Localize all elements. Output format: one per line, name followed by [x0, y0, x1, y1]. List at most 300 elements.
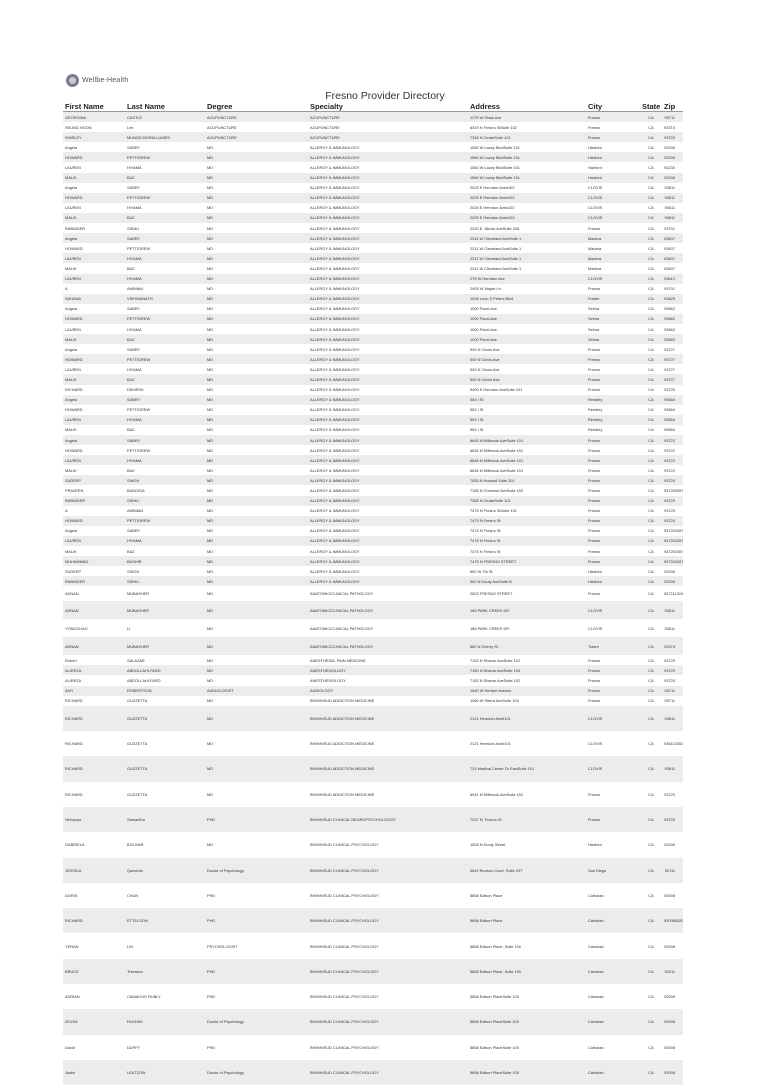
cell-zip: 93722 — [662, 465, 683, 475]
cell-degree: MD — [205, 263, 308, 273]
cell-zip: 93625 — [662, 294, 683, 304]
cell-last-name: ETTELSON — [125, 908, 205, 933]
cell-state: CA — [640, 374, 662, 384]
cell-specialty: ALLERGY & IMMUNOLOGY — [308, 344, 468, 354]
cell-degree: MD — [205, 344, 308, 354]
cell-zip: 93612 — [662, 274, 683, 284]
table-row — [63, 364, 683, 374]
cell-specialty: BH/MH/SUD CLINICAL NEUROPSYCHOLOGIST — [308, 807, 468, 832]
column-header-specialty: Specialty — [308, 101, 468, 112]
cell-city: Tulare — [586, 637, 640, 655]
cell-specialty: ALLERGY & IMMUNOLOGY — [308, 334, 468, 344]
cell-city: Hanford — [586, 152, 640, 162]
cell-last-name: ABDOLLAHI-FARD — [125, 665, 205, 675]
cell-city: Fresno — [586, 807, 640, 832]
cell-city: CLOVIS — [586, 213, 640, 223]
cell-state: CA — [640, 294, 662, 304]
cell-degree: MD — [205, 445, 308, 455]
cell-last-name: SABRY — [125, 142, 205, 152]
cell-address: 7475 N FRESNO STREET — [468, 556, 586, 566]
cell-state: CA — [640, 284, 662, 294]
cell-degree: MD — [205, 425, 308, 435]
table-row — [63, 908, 683, 933]
cell-last-name: MUBASHER — [125, 586, 205, 601]
cell-city: Fresno — [586, 465, 640, 475]
cell-zip: 937202457 — [662, 556, 683, 566]
cell-degree: PHD — [205, 984, 308, 1009]
cell-state: CA — [640, 223, 662, 233]
table-row — [63, 173, 683, 183]
cell-zip: 920085520 — [662, 908, 683, 933]
cell-specialty: ALLERGY & IMMUNOLOGY — [308, 496, 468, 506]
cell-last-name: BAZ — [125, 465, 205, 475]
cell-last-name: SABRY — [125, 435, 205, 445]
cell-address: 7152 N Sharon AveSuite 102 — [468, 675, 586, 685]
cell-state: CA — [640, 566, 662, 576]
cell-city: Fresno — [586, 496, 640, 506]
cell-last-name: HIYAMA — [125, 274, 205, 284]
cell-last-name: BAZ — [125, 173, 205, 183]
table-row — [63, 506, 683, 516]
cell-address: 2025 E Herndon Ave#102 — [468, 203, 586, 213]
cell-specialty: ANESTHESIA, PAIN MEDICINE — [308, 655, 468, 665]
cell-last-name: HIYAMA — [125, 324, 205, 334]
table-row — [63, 253, 683, 263]
cell-last-name: PETTIGREW — [125, 354, 205, 364]
cell-city: Reedley — [586, 425, 640, 435]
cell-zip: 93611 — [662, 213, 683, 223]
cell-state: CA — [640, 576, 662, 586]
cell-address: 5858 Edison Place, Suite 100 — [468, 933, 586, 958]
cell-last-name: HIYAMA — [125, 253, 205, 263]
table-row — [63, 655, 683, 665]
cell-address: 505 N Clovis Ave — [468, 374, 586, 384]
cell-address: 6645 N Millbrook AveSuite 101 — [468, 465, 586, 475]
cell-first-name: SHIRLEY — [63, 132, 125, 142]
cell-last-name: SABRY — [125, 526, 205, 536]
cell-zip: 936113302 — [662, 731, 683, 756]
cell-state: CA — [640, 142, 662, 152]
cell-state: CA — [640, 173, 662, 183]
cell-last-name: Quevedo — [125, 858, 205, 883]
cell-degree: MD — [205, 334, 308, 344]
cell-first-name: MALIK — [63, 213, 125, 223]
cell-address: 5858 Edison Place, Suite 100 — [468, 959, 586, 984]
cell-state: CA — [640, 696, 662, 706]
cell-specialty: ALLERGY & IMMUNOLOGY — [308, 263, 468, 273]
cell-specialty: ALLERGY & IMMUNOLOGY — [308, 465, 468, 475]
cell-address: 6645 N Millbrook AveSuite 101 — [468, 435, 586, 445]
table-row — [63, 132, 683, 142]
cell-zip: 93711 — [662, 112, 683, 123]
cell-degree: MD — [205, 405, 308, 415]
cell-first-name: David — [63, 1035, 125, 1060]
cell-zip: 92008 — [662, 984, 683, 1009]
cell-zip: 92008 — [662, 1060, 683, 1085]
cell-specialty: BH/MH/SUD CLINICAL PSYCHOLOGY — [308, 883, 468, 908]
cell-address: 1560 W Lacey BlvdSuite 101 — [468, 162, 586, 172]
cell-address: 6645 N Millbrook AveSuite 101 — [468, 455, 586, 465]
cell-city: Fresno — [586, 445, 640, 455]
cell-specialty: ANATOMIC/CLINICAL PATHOLOGY — [308, 619, 468, 637]
column-header-address: Address — [468, 101, 586, 112]
cell-city: Hanford — [586, 162, 640, 172]
cell-last-name: BAZ — [125, 546, 205, 556]
cell-zip: 93727 — [662, 374, 683, 384]
cell-zip: 93654 — [662, 395, 683, 405]
cell-degree: MD — [205, 294, 308, 304]
table-row — [63, 475, 683, 485]
cell-zip: 93637 — [662, 233, 683, 243]
cell-state: CA — [640, 908, 662, 933]
table-row — [63, 193, 683, 203]
cell-specialty: ALLERGY & IMMUNOLOGY — [308, 516, 468, 526]
cell-first-name: A — [63, 284, 125, 294]
cell-address: 4849 Ronson Court, Suite 207 — [468, 858, 586, 883]
cell-zip: 92011 — [662, 959, 683, 984]
cell-zip: 93720 — [662, 506, 683, 516]
cell-zip: 93611 — [662, 203, 683, 213]
cell-last-name: GUZZETTA — [125, 782, 205, 807]
cell-zip: 93637 — [662, 253, 683, 263]
cell-first-name: Angela — [63, 304, 125, 314]
cell-first-name: Vibhavya — [63, 807, 125, 832]
cell-last-name: SINGH — [125, 566, 205, 576]
cell-degree: MD — [205, 465, 308, 475]
cell-specialty: BH/MH/SUD CLINICAL PSYCHOLOGY — [308, 1009, 468, 1034]
cell-specialty: ALLERGY & IMMUNOLOGY — [308, 485, 468, 495]
table-row — [63, 832, 683, 857]
cell-degree: MD — [205, 655, 308, 665]
table-row — [63, 601, 683, 619]
cell-degree: MD — [205, 152, 308, 162]
cell-specialty: BH/MH/SUD ADDICTION MEDICINE — [308, 696, 468, 706]
cell-first-name: ALIREZA — [63, 665, 125, 675]
table-row — [63, 122, 683, 132]
cell-state: CA — [640, 546, 662, 556]
cell-address: 1560 W Lacey BlvdSuite 101 — [468, 142, 586, 152]
cell-specialty: BH/MH/SUD CLINICAL PSYCHOLOGY — [308, 908, 468, 933]
cell-first-name: HOWARD — [63, 516, 125, 526]
table-row — [63, 284, 683, 294]
cell-state: CA — [640, 586, 662, 601]
cell-zip: 93611 — [662, 706, 683, 731]
cell-address: 1005 Leon S Peters Blvd — [468, 294, 586, 304]
cell-first-name: RICHARD — [63, 908, 125, 933]
cell-city: Madera — [586, 233, 640, 243]
cell-address: 2311 W Cleveland AveSuite 1 — [468, 243, 586, 253]
cell-zip: 93611 — [662, 756, 683, 781]
cell-last-name: BAZ — [125, 334, 205, 344]
cell-degree: PHD — [205, 883, 308, 908]
cell-state: CA — [640, 556, 662, 566]
cell-last-name: SIDHU — [125, 223, 205, 233]
cell-city: Fresno — [586, 475, 640, 485]
cell-degree: PHD — [205, 1035, 308, 1060]
cell-zip: 93230 — [662, 566, 683, 576]
column-header-zip: Zip — [662, 101, 683, 112]
cell-zip: 93720 — [662, 385, 683, 395]
cell-address: 1000 Floral Ave — [468, 334, 586, 344]
cell-state: CA — [640, 395, 662, 405]
cell-first-name: LAUREN — [63, 455, 125, 465]
cell-city: Fresno — [586, 675, 640, 685]
cell-degree: MD — [205, 619, 308, 637]
cell-last-name: DUFFY — [125, 1035, 205, 1060]
cell-first-name: HOWARD — [63, 314, 125, 324]
cell-city: Selma — [586, 314, 640, 324]
cell-specialty: ALLERGY & IMMUNOLOGY — [308, 576, 468, 586]
cell-specialty: ALLERGY & IMMUNOLOGY — [308, 405, 468, 415]
column-header-city: City — [586, 101, 640, 112]
cell-address: 1000 Floral Ave — [468, 314, 586, 324]
cell-state: CA — [640, 485, 662, 495]
cell-specialty: BH/MH/SUD CLINICAL PSYCHOLOGY — [308, 933, 468, 958]
cell-city: Fresno — [586, 344, 640, 354]
cell-specialty: ANESTHESIOLOGY — [308, 675, 468, 685]
table-row — [63, 344, 683, 354]
cell-degree: MD — [205, 243, 308, 253]
cell-first-name: MUHAMMAD — [63, 556, 125, 566]
cell-specialty: ALLERGY & IMMUNOLOGY — [308, 142, 468, 152]
cell-zip: 93662 — [662, 324, 683, 334]
cell-address: 7475 N Fresno St — [468, 546, 586, 556]
cell-zip: 93720 — [662, 675, 683, 685]
cell-city: Reedley — [586, 395, 640, 405]
cell-last-name: PETTIGREW — [125, 152, 205, 162]
cell-last-name: BUDDIGA — [125, 485, 205, 495]
cell-specialty: BH/MH/SUD CLINICAL PSYCHOLOGY — [308, 1035, 468, 1060]
cell-first-name: YERAN — [63, 933, 125, 958]
cell-last-name: CHUN — [125, 883, 205, 908]
cell-city: Fresno — [586, 506, 640, 516]
cell-degree: MD — [205, 485, 308, 495]
cell-city: Carlsbad — [586, 908, 640, 933]
cell-degree: ACUPUNCTURE — [205, 112, 308, 123]
cell-state: CA — [640, 344, 662, 354]
table-row — [63, 496, 683, 506]
cell-first-name: MALIK — [63, 374, 125, 384]
cell-zip: 937202457 — [662, 526, 683, 536]
cell-degree: MD — [205, 173, 308, 183]
table-row — [63, 243, 683, 253]
cell-state: CA — [640, 1009, 662, 1034]
table-row — [63, 415, 683, 425]
cell-zip: 93637 — [662, 243, 683, 253]
cell-first-name: LAUREN — [63, 536, 125, 546]
cell-zip: 93722 — [662, 445, 683, 455]
cell-first-name: HOWARD — [63, 243, 125, 253]
cell-last-name: SINGH — [125, 475, 205, 485]
cell-zip: 93274 — [662, 637, 683, 655]
cell-state: CA — [640, 536, 662, 546]
cell-state: CA — [640, 516, 662, 526]
cell-specialty: ALLERGY & IMMUNOLOGY — [308, 364, 468, 374]
cell-first-name: AMY — [63, 686, 125, 696]
table-row — [63, 385, 683, 395]
table-row — [63, 213, 683, 223]
cell-first-name: SUDEEP — [63, 566, 125, 576]
cell-specialty: AUDIOLOGY — [308, 686, 468, 696]
cell-address: 2905 W Wayte Ln — [468, 284, 586, 294]
cell-zip: 93654 — [662, 425, 683, 435]
cell-degree: MD — [205, 233, 308, 243]
table-row — [63, 546, 683, 556]
cell-first-name: MALIK — [63, 465, 125, 475]
cell-specialty: BH/MH/SUD CLINICAL PSYCHOLOGY — [308, 1060, 468, 1085]
cell-state: CA — [640, 465, 662, 475]
cell-specialty: ALLERGY & IMMUNOLOGY — [308, 395, 468, 405]
cell-degree: Doctor of Psychology — [205, 1060, 308, 1085]
cell-last-name: ROBERTSON — [125, 686, 205, 696]
cell-last-name: BAZ — [125, 374, 205, 384]
cell-specialty: ALLERGY & IMMUNOLOGY — [308, 152, 468, 162]
cell-city: Hanford — [586, 576, 640, 586]
table-row — [63, 576, 683, 586]
cell-state: CA — [640, 883, 662, 908]
cell-first-name: HOWARD — [63, 193, 125, 203]
cell-state: CA — [640, 601, 662, 619]
cell-first-name: ALIREZA — [63, 675, 125, 685]
cell-first-name: LAUREN — [63, 162, 125, 172]
cell-address: 2311 W Cleveland AveSuite 1 — [468, 253, 586, 263]
cell-zip: 93230 — [662, 576, 683, 586]
cell-specialty: ALLERGY & IMMUNOLOGY — [308, 284, 468, 294]
cell-zip: 93662 — [662, 314, 683, 324]
cell-city: Fresno — [586, 665, 640, 675]
cell-last-name: MUBASHER — [125, 637, 205, 655]
cell-degree: MD — [205, 566, 308, 576]
cell-last-name: PETTIGREW — [125, 314, 205, 324]
cell-specialty: BH/MH/SUD CLINICAL PSYCHOLOGY — [308, 984, 468, 1009]
cell-address: 2311 W Cleveland AveSuite 1 — [468, 233, 586, 243]
cell-city: Fresno — [586, 364, 640, 374]
cell-degree: MD — [205, 274, 308, 284]
cell-address: 7257 N. Fresno St. — [468, 807, 586, 832]
cell-first-name: LAUREN — [63, 274, 125, 284]
cell-degree: MD — [205, 601, 308, 619]
table-row — [63, 536, 683, 546]
cell-specialty: ALLERGY & IMMUNOLOGY — [308, 324, 468, 334]
cell-address: 724 Medical Center Dr EastSuite 101 — [468, 756, 586, 781]
cell-address: 1560 W Lacey BlvdSuite 101 — [468, 173, 586, 183]
table-row — [63, 263, 683, 273]
cell-state: CA — [640, 506, 662, 516]
table-row — [63, 223, 683, 233]
cell-degree: MD — [205, 576, 308, 586]
cell-address: 563 I St — [468, 405, 586, 415]
cell-state: CA — [640, 675, 662, 685]
cell-last-name: MUBASHER — [125, 601, 205, 619]
cell-last-name: SABRY — [125, 344, 205, 354]
cell-degree: MD — [205, 586, 308, 601]
cell-address: 1060 W Sierra AveSuite 104 — [468, 696, 586, 706]
cell-city: Fresno — [586, 223, 640, 233]
cell-state: CA — [640, 706, 662, 731]
cell-zip: 93720 — [662, 475, 683, 485]
cell-specialty: ALLERGY & IMMUNOLOGY — [308, 455, 468, 465]
cell-state: CA — [640, 933, 662, 958]
cell-last-name: CASTLE — [125, 112, 205, 123]
cell-last-name: DEMERA — [125, 385, 205, 395]
company-logo — [66, 74, 128, 87]
column-header-degree: Degree — [205, 101, 308, 112]
cell-first-name: MALIK — [63, 546, 125, 556]
cell-specialty: ALLERGY & IMMUNOLOGY — [308, 304, 468, 314]
cell-last-name: VISHWANATH — [125, 294, 205, 304]
table-row — [63, 324, 683, 334]
table-row — [63, 637, 683, 655]
cell-last-name: PETTIGREW — [125, 405, 205, 415]
cell-last-name: SABRY — [125, 233, 205, 243]
cell-address: 2121 Herndon Ave#101 — [468, 706, 586, 731]
cell-state: CA — [640, 1035, 662, 1060]
cell-address: 275 W Herndon Ave — [468, 274, 586, 284]
table-row — [63, 858, 683, 883]
cell-degree: PHD — [205, 908, 308, 933]
cell-city: CLOVIS — [586, 731, 640, 756]
cell-address: 7150 N Sharon AveSuite 100 — [468, 665, 586, 675]
cell-address: 2823 FRESNO STREET — [468, 586, 586, 601]
table-row — [63, 445, 683, 455]
cell-state: CA — [640, 619, 662, 637]
table-row — [63, 455, 683, 465]
cell-degree: MD — [205, 223, 308, 233]
table-row — [63, 883, 683, 908]
cell-degree: MD — [205, 314, 308, 324]
cell-zip: 93720 — [662, 132, 683, 142]
cell-city: Fresno — [586, 455, 640, 465]
cell-zip: 93611 — [662, 183, 683, 193]
cell-first-name: ADRIAN — [63, 984, 125, 1009]
cell-city: Hanford — [586, 142, 640, 152]
cell-zip: 93662 — [662, 304, 683, 314]
cell-city: Hanford — [586, 832, 640, 857]
cell-address: 5858 Edison Place — [468, 908, 586, 933]
cell-specialty: ALLERGY & IMMUNOLOGY — [308, 385, 468, 395]
cell-address: 2121 Herndon Ave#101 — [468, 731, 586, 756]
cell-zip: 93727 — [662, 354, 683, 364]
cell-last-name: Lee — [125, 122, 205, 132]
cell-first-name: SAHANA — [63, 294, 125, 304]
cell-zip: 93720 — [662, 807, 683, 832]
cell-city: Fresno — [586, 122, 640, 132]
cell-zip: 92008 — [662, 883, 683, 908]
cell-zip: 93611 — [662, 619, 683, 637]
cell-last-name: LIN — [125, 933, 205, 958]
page-title: Fresno Provider Directory — [325, 90, 445, 102]
table-row — [63, 374, 683, 384]
table-row — [63, 782, 683, 807]
cell-zip: 92008 — [662, 933, 683, 958]
cell-state: CA — [640, 253, 662, 263]
cell-degree: MD — [205, 675, 308, 685]
cell-state: CA — [640, 162, 662, 172]
cell-zip: 937202457 — [662, 536, 683, 546]
cell-city: Fresno — [586, 586, 640, 601]
cell-city: Carlsbad — [586, 984, 640, 1009]
cell-address: 505 N Clovis Ave — [468, 344, 586, 354]
table-row — [63, 675, 683, 685]
cell-specialty: ACUPUNCTURE — [308, 132, 468, 142]
cell-specialty: ALLERGY & IMMUNOLOGY — [308, 415, 468, 425]
cell-first-name: ADNAN — [63, 637, 125, 655]
cell-specialty: ANATOMIC/CLINICAL PATHOLOGY — [308, 601, 468, 619]
cell-city: Carlsbad — [586, 1035, 640, 1060]
cell-city: Fresno — [586, 546, 640, 556]
cell-first-name: HOWARD — [63, 445, 125, 455]
cell-address: 563 I St — [468, 395, 586, 405]
